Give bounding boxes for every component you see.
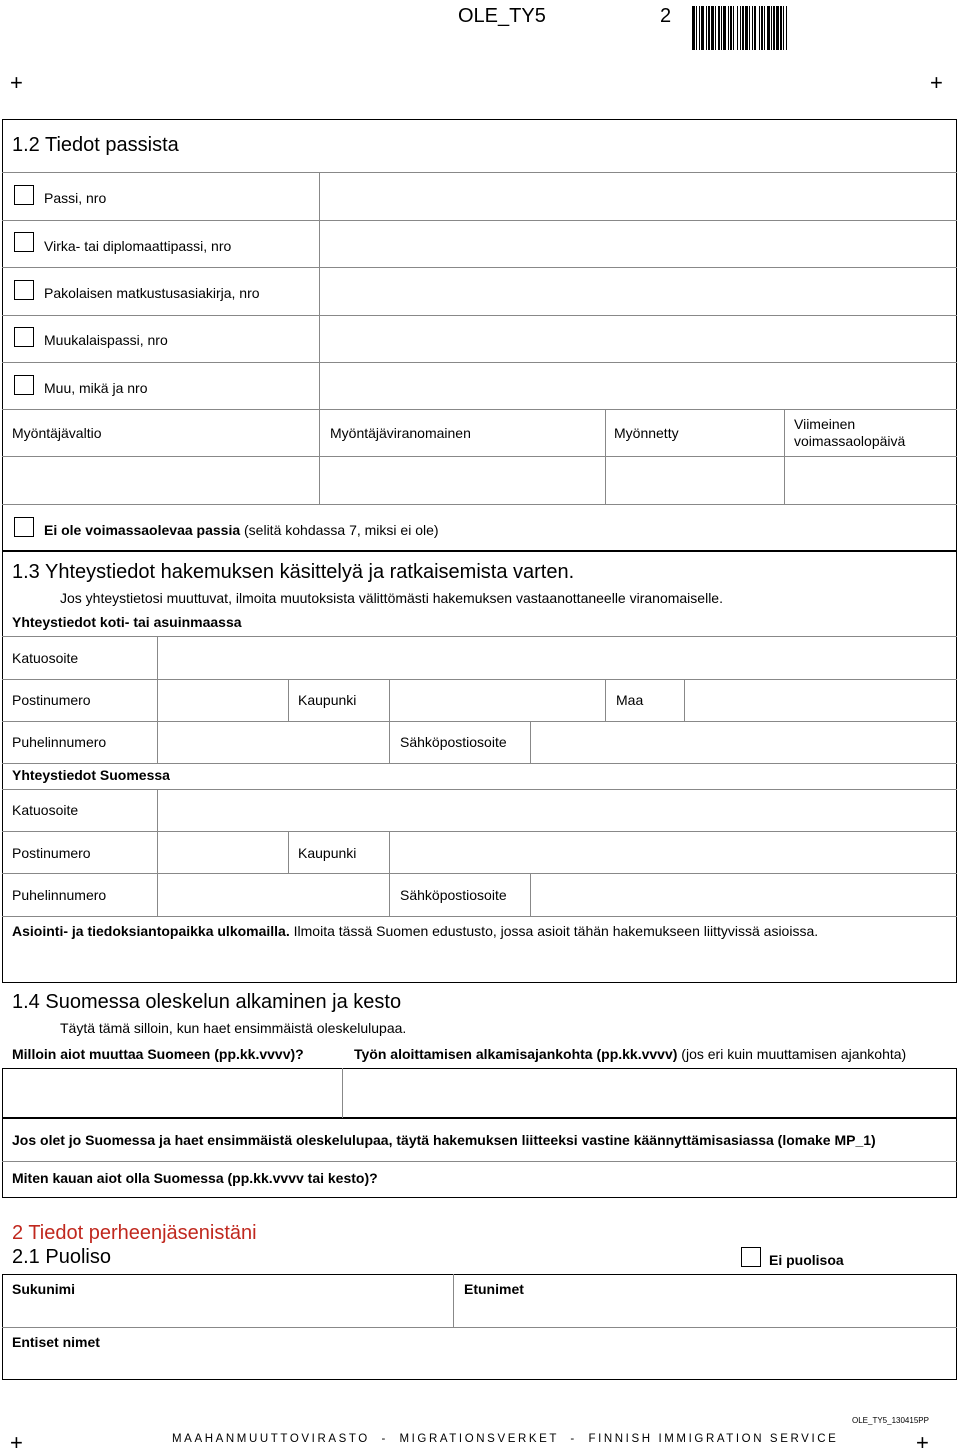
home-postal-input[interactable] [159,681,286,721]
aliens-passport-label: Muukalaispassi, nro [44,332,168,348]
section-1-3-title: 1.3 Yhteystiedot hakemuksen käsittelyä ja ratkaisemista varten. [12,561,575,583]
diplomatic-passport-checkbox[interactable] [14,232,34,252]
home-country-input[interactable] [686,681,955,721]
other-document-checkbox[interactable] [14,375,34,395]
issue-date-input[interactable] [607,458,782,502]
home-country-heading: Yhteystiedot koti- tai asuinmaassa [12,614,242,630]
finland-contact-heading: Yhteystiedot Suomessa [12,767,170,783]
passport-option-label: Passi, nro [44,190,107,206]
diplomatic-passport-label: Virka- tai diplomaattipassi, nro [44,238,232,254]
form-version: OLE_TY5_130415PP [852,1416,929,1425]
surname-input[interactable] [4,1298,451,1325]
finland-postal-input[interactable] [159,833,286,873]
finland-phone-input[interactable] [159,875,387,915]
issuing-country-label: Myöntäjävaltio [12,425,102,441]
finland-city-label: Kaupunki [298,845,357,861]
work-start-input[interactable] [344,1070,955,1116]
finland-postal-label: Postinumero [12,845,91,861]
first-names-input[interactable] [455,1298,955,1325]
passport-checkbox[interactable] [14,185,34,205]
issuing-authority-label: Myöntäjäviranomainen [330,425,471,441]
finland-email-label: Sähköpostiosoite [400,887,507,903]
mission-input[interactable] [4,942,955,980]
home-city-label: Kaupunki [298,692,357,708]
home-postal-label: Postinumero [12,692,91,708]
barcode-bar [787,6,790,50]
work-start-label: Työn aloittamisen alkamisajankohta (pp.kk.vvvv) (jos eri kuin muuttamisen ajankohta) [354,1046,907,1062]
form-code: OLE_TY5 [458,5,546,27]
expiry-date-input[interactable] [786,458,954,502]
home-email-label: Sähköpostiosoite [400,734,507,750]
home-city-input[interactable] [391,681,603,721]
registration-mark-bottom-left: + [10,1430,23,1455]
no-spouse-checkbox[interactable] [741,1247,761,1267]
issuing-authority-input[interactable] [321,458,603,502]
registration-mark-top-right: + [930,70,943,95]
refugee-document-label: Pakolaisen matkustusasiakirja, nro [44,285,260,301]
barcode [692,6,790,50]
section-1-3-note: Jos yhteystietosi muuttuvat, ilmoita muutoksista välittömästi hakemuksen vastaanottaneelle viranomaiselle. [60,590,723,606]
no-valid-passport-checkbox[interactable] [14,517,34,537]
finland-city-input[interactable] [391,833,955,873]
other-document-label: Muu, mikä ja nro [44,380,148,396]
section-1-4-note: Täytä tämä silloin, kun haet ensimmäistä oleskelulupaa. [60,1020,407,1036]
home-phone-label: Puhelinnumero [12,734,107,750]
already-in-finland-text: Jos olet jo Suomessa ja haet ensimmäistä oleskelulupaa, täytä hakemuksen liitteeksi vastine käännyttämisasiassa (lomake MP_1) [12,1132,876,1148]
expiry-date-label: Viimeinen voimassaolopäivä [794,416,906,449]
finland-email-input[interactable] [532,875,955,915]
home-street-label: Katuosoite [12,650,79,666]
finland-phone-label: Puhelinnumero [12,887,107,903]
move-date-input[interactable] [4,1070,340,1116]
issuing-country-input[interactable] [4,458,317,502]
agency-footer: MAAHANMUUTTOVIRASTO - MIGRATIONSVERKET - FINNISH IMMIGRATION SERVICE [172,1433,839,1445]
registration-mark-top-left: + [10,70,23,95]
registration-mark-bottom-right: + [916,1430,929,1455]
aliens-passport-checkbox[interactable] [14,327,34,347]
mission-label: Asiointi- ja tiedoksiantopaikka ulkomailla. Ilmoita tässä Suomen edustusto, jossa asioit tähän hakemukseen liittyvissä asioissa. [12,923,819,939]
section-2-1-title: 2.1 Puoliso [12,1246,111,1268]
previous-names-input[interactable] [4,1352,955,1378]
finland-street-label: Katuosoite [12,802,79,818]
issue-date-label: Myönnetty [614,425,679,441]
no-valid-passport-label: Ei ole voimassaolevaa passia (selitä kohdassa 7, miksi ei ole) [44,522,439,538]
no-spouse-label: Ei puolisoa [769,1252,844,1268]
section-2-title: 2 Tiedot perheenjäsenistäni [12,1222,257,1244]
finland-street-input[interactable] [159,791,955,831]
home-street-input[interactable] [159,638,955,678]
refugee-document-checkbox[interactable] [14,280,34,300]
home-country-label: Maa [616,692,644,708]
surname-label: Sukunimi [12,1281,76,1297]
section-1-4-title: 1.4 Suomessa oleskelun alkaminen ja kesto [12,991,402,1013]
home-email-input[interactable] [532,723,955,763]
duration-label: Miten kauan aiot olla Suomessa (pp.kk.vvvv tai kesto)? [12,1170,378,1186]
section-1-2-title: 1.2 Tiedot passista [12,134,179,156]
previous-names-label: Entiset nimet [12,1334,100,1350]
duration-input[interactable] [420,1163,955,1196]
first-names-label: Etunimet [464,1281,524,1297]
home-phone-input[interactable] [159,723,387,763]
move-date-label: Milloin aiot muuttaa Suomeen (pp.kk.vvvv)? [12,1046,304,1062]
page-number: 2 [660,5,672,27]
